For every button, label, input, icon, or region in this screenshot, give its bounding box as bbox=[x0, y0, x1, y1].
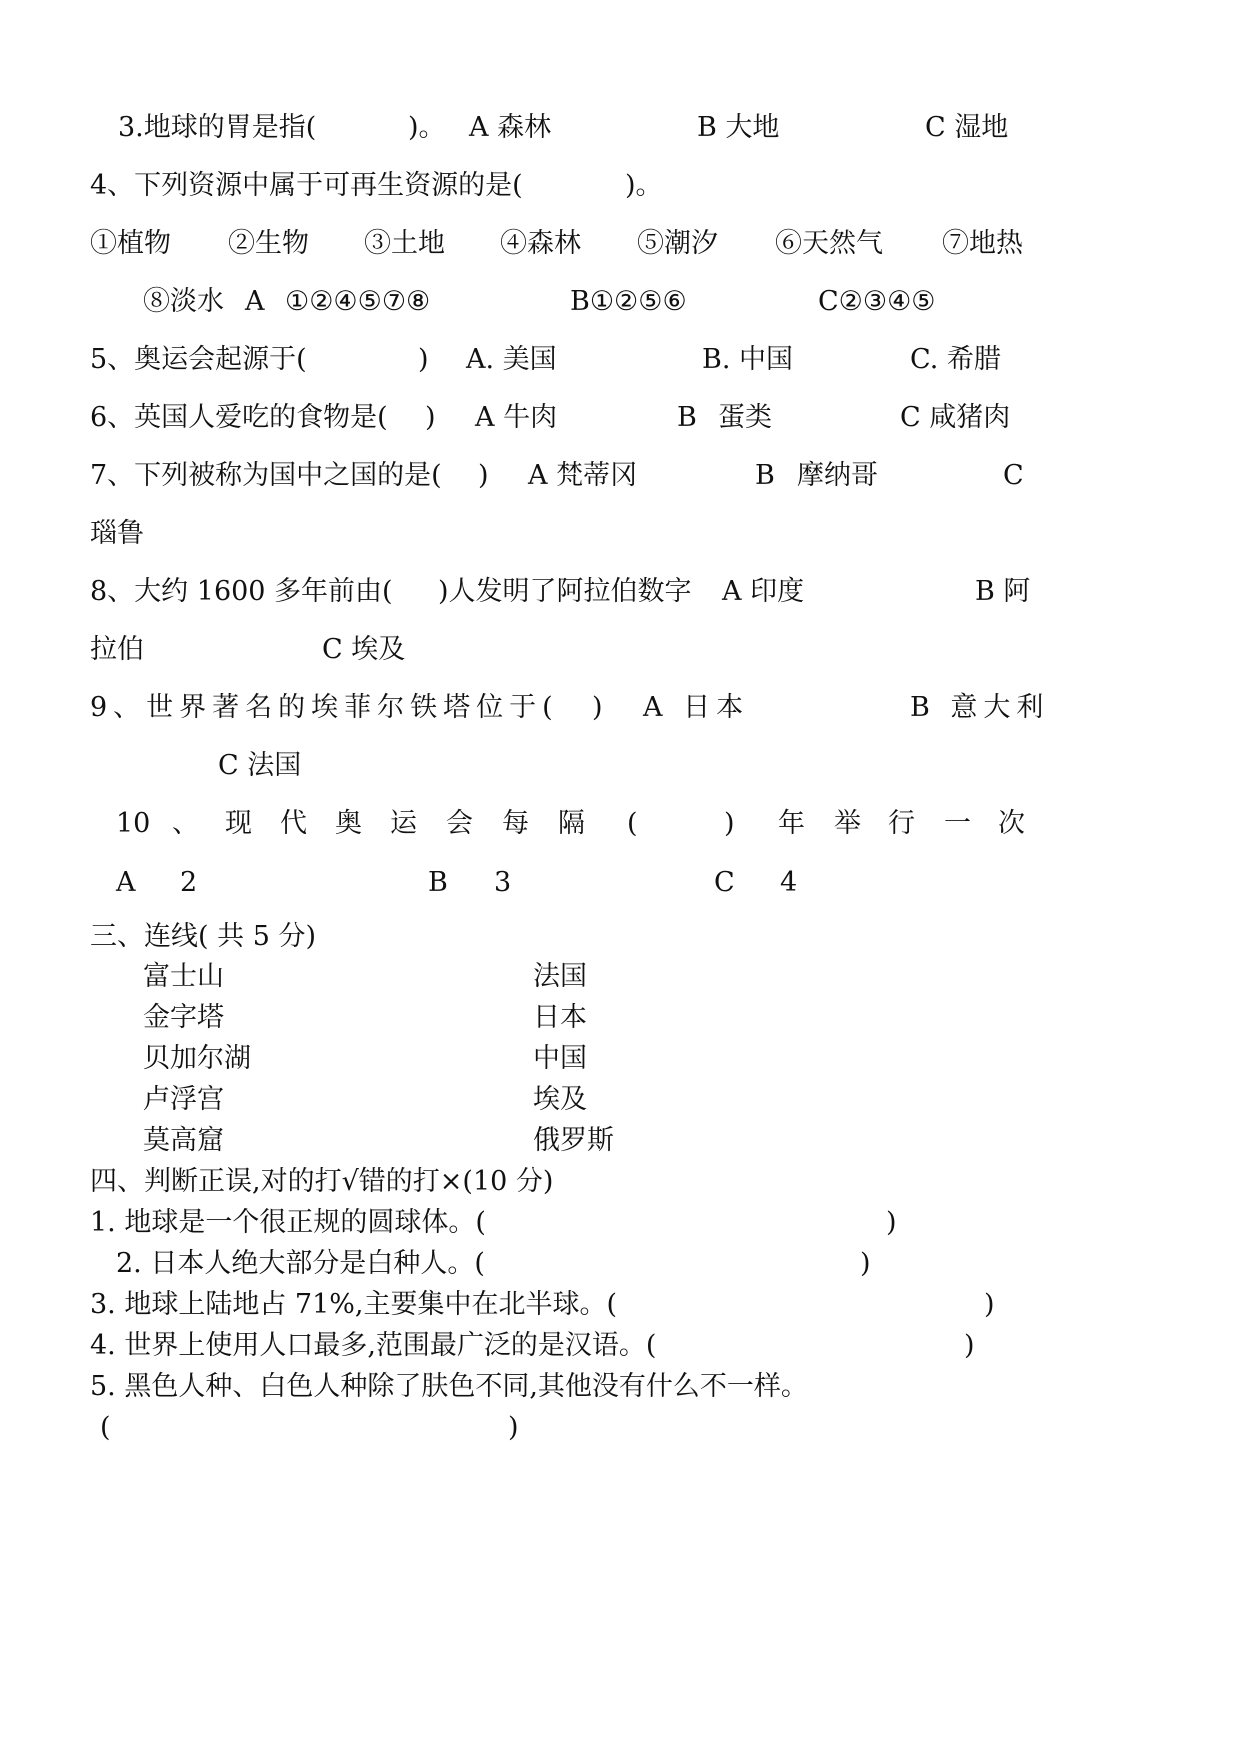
match-right-item: 埃及 bbox=[533, 1084, 587, 1115]
match-left-item: 莫高窟 bbox=[143, 1125, 224, 1156]
q8-option-b: B 阿 bbox=[975, 576, 1031, 607]
q3-stem: 3.地球的胃是指( bbox=[118, 112, 317, 143]
q7-stem: 7、下列被称为国中之国的是( bbox=[90, 460, 442, 491]
q9-option-c: C 法国 bbox=[218, 750, 302, 781]
q10-option-b: B bbox=[428, 867, 448, 898]
q7-option-b: B bbox=[755, 460, 775, 491]
match-right-item: 日本 bbox=[533, 1002, 587, 1033]
q10-option-a: A bbox=[116, 867, 136, 898]
q10-char: 会 bbox=[446, 808, 473, 839]
q5-option-a: A. 美国 bbox=[466, 344, 557, 375]
q7-option-a: A 梵蒂冈 bbox=[528, 460, 638, 491]
q10-char: 、 bbox=[172, 808, 199, 839]
q4-option-c: C②③④⑤ bbox=[818, 286, 936, 317]
q10-option-c-value: 4 bbox=[780, 867, 798, 898]
tf-item-4-close: ) bbox=[964, 1330, 975, 1361]
q10-char: ) bbox=[724, 808, 735, 839]
q6-option-c: C 咸猪肉 bbox=[900, 402, 1011, 433]
q10-option-b-value: 3 bbox=[494, 867, 512, 898]
q10-char: 10 bbox=[116, 808, 151, 839]
q8-option-a: A 印度 bbox=[722, 576, 805, 607]
q5-option-b: B. 中国 bbox=[702, 344, 794, 375]
q3-option-a: A 森林 bbox=[469, 112, 552, 143]
q8-close: )人发明了阿拉伯数字 bbox=[438, 576, 692, 607]
q10-char: 隔 bbox=[558, 808, 585, 839]
q6-stem: 6、英国人爱吃的食物是( bbox=[90, 402, 388, 433]
q5-close: ) bbox=[418, 344, 429, 375]
q10-char: 代 bbox=[280, 808, 307, 839]
match-right-item: 法国 bbox=[533, 961, 587, 992]
tf-item-3: 3. 地球上陆地占 71%,主要集中在北半球。( bbox=[90, 1289, 618, 1320]
q10-option-c: C bbox=[714, 867, 735, 898]
q4-item-2: ②生物 bbox=[228, 228, 309, 259]
q9-stem: 9、世界著名的埃菲尔铁塔位于( bbox=[90, 692, 559, 723]
q10-char: 次 bbox=[998, 808, 1025, 839]
q3-option-c: C 湿地 bbox=[925, 112, 1009, 143]
q4-item-8: ⑧淡水 bbox=[143, 286, 224, 317]
match-left-item: 金字塔 bbox=[143, 1002, 224, 1033]
q10-char: 举 bbox=[834, 808, 861, 839]
q9-option-a: A 日本 bbox=[643, 692, 750, 723]
q7-option-c-value: 瑙鲁 bbox=[90, 518, 144, 549]
section-4-title: 四、判断正误,对的打√错的打×(10 分) bbox=[90, 1166, 554, 1197]
q4-item-6: ⑥天然气 bbox=[775, 228, 883, 259]
tf-item-3-close: ) bbox=[984, 1289, 995, 1320]
q9-close: ) bbox=[592, 692, 603, 723]
tf-item-5-close: ) bbox=[508, 1412, 519, 1443]
q4-option-a-value: ①②④⑤⑦⑧ bbox=[285, 286, 431, 317]
match-left-item: 卢浮宫 bbox=[143, 1084, 224, 1115]
tf-item-4: 4. 世界上使用人口最多,范围最广泛的是汉语。( bbox=[90, 1330, 657, 1361]
q5-option-c: C. 希腊 bbox=[910, 344, 1001, 375]
q10-char: 现 bbox=[225, 808, 252, 839]
q6-option-b: B bbox=[677, 402, 697, 433]
q10-char: 一 bbox=[944, 808, 971, 839]
section-3-title: 三、连线( 共 5 分) bbox=[90, 921, 316, 952]
q4-item-3: ③土地 bbox=[364, 228, 445, 259]
q8-stem: 8、大约 1600 多年前由( bbox=[90, 576, 393, 607]
q4-close: )。 bbox=[625, 170, 663, 201]
match-right-item: 中国 bbox=[533, 1043, 587, 1074]
tf-item-5-open: ( bbox=[100, 1412, 111, 1443]
q4-item-4: ④森林 bbox=[500, 228, 581, 259]
tf-item-2-close: ) bbox=[860, 1248, 871, 1279]
q4-item-1: ①植物 bbox=[90, 228, 171, 259]
q10-char: ( bbox=[627, 808, 638, 839]
q7-option-b-value: 摩纳哥 bbox=[797, 460, 878, 491]
q7-option-c: C bbox=[1003, 460, 1024, 491]
q9-option-b: B 意大利 bbox=[910, 692, 1050, 723]
q10-char: 行 bbox=[888, 808, 915, 839]
q10-char: 年 bbox=[778, 808, 805, 839]
q3-option-b: B 大地 bbox=[697, 112, 780, 143]
tf-item-2: 2. 日本人绝大部分是白种人。( bbox=[116, 1248, 485, 1279]
match-right-item: 俄罗斯 bbox=[533, 1125, 614, 1156]
match-left-item: 贝加尔湖 bbox=[143, 1043, 251, 1074]
q10-char: 每 bbox=[502, 808, 529, 839]
q4-item-5: ⑤潮汐 bbox=[637, 228, 718, 259]
q4-option-a: A bbox=[245, 286, 265, 317]
q3-close: )。 bbox=[408, 112, 446, 143]
tf-item-1: 1. 地球是一个很正规的圆球体。( bbox=[90, 1207, 486, 1238]
q4-stem: 4、下列资源中属于可再生资源的是( bbox=[90, 170, 523, 201]
q10-char: 运 bbox=[390, 808, 417, 839]
tf-item-5: 5. 黑色人种、白色人种除了肤色不同,其他没有什么不一样。 bbox=[90, 1371, 808, 1402]
q6-option-a: A 牛肉 bbox=[475, 402, 558, 433]
q8-option-b-value: 拉伯 bbox=[90, 634, 144, 665]
match-left-item: 富士山 bbox=[143, 961, 224, 992]
q10-char: 奥 bbox=[335, 808, 362, 839]
q8-option-c: C 埃及 bbox=[322, 634, 406, 665]
q7-close: ) bbox=[478, 460, 489, 491]
q4-option-b: B①②⑤⑥ bbox=[570, 286, 687, 317]
q6-close: ) bbox=[425, 402, 436, 433]
q4-item-7: ⑦地热 bbox=[942, 228, 1023, 259]
q5-stem: 5、奥运会起源于( bbox=[90, 344, 307, 375]
tf-item-1-close: ) bbox=[886, 1207, 897, 1238]
q10-option-a-value: 2 bbox=[180, 867, 198, 898]
q6-option-b-value: 蛋类 bbox=[718, 402, 772, 433]
